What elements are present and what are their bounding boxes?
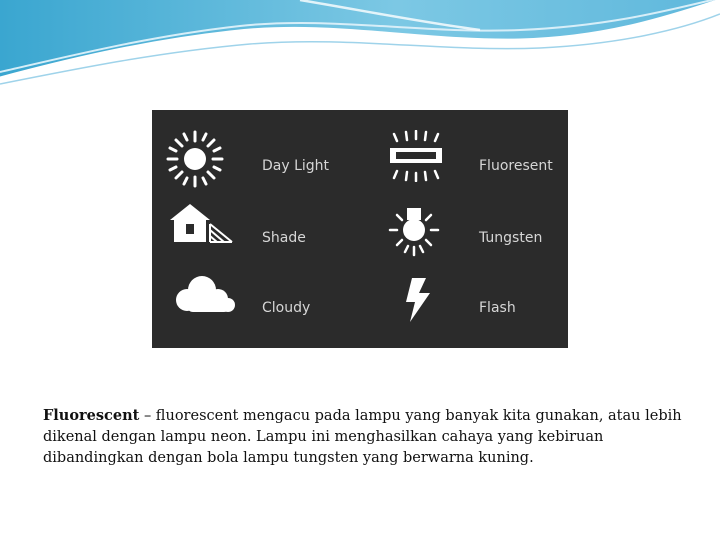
cloud-icon <box>174 272 236 316</box>
caption-term: Fluorescent <box>43 407 140 424</box>
sun-icon <box>166 130 224 188</box>
flash-icon <box>402 276 434 324</box>
header-wave-decoration <box>0 0 720 90</box>
wb-label-shade: Shade <box>262 230 306 246</box>
caption-paragraph <box>43 405 693 469</box>
tungsten-icon <box>388 206 440 258</box>
wb-label-cloudy: Cloudy <box>262 300 311 316</box>
wb-label-fluorescent: Fluoresent <box>479 158 553 174</box>
wb-label-daylight: Day Light <box>262 158 330 174</box>
fluorescent-icon <box>388 130 444 182</box>
wb-label-tungsten: Tungsten <box>479 230 543 246</box>
white-balance-panel <box>152 110 568 348</box>
shade-icon <box>168 202 234 246</box>
caption-text: – fluorescent mengacu pada lampu yang banyak kita gunakan, atau lebih dikenal dengan lampu neon. Lampu ini menghasilkan cahaya yang kebiruan dibandingkan dengan bola lampu tungsten yang berwarna kuning. <box>43 408 682 466</box>
wb-label-flash: Flash <box>479 300 516 316</box>
